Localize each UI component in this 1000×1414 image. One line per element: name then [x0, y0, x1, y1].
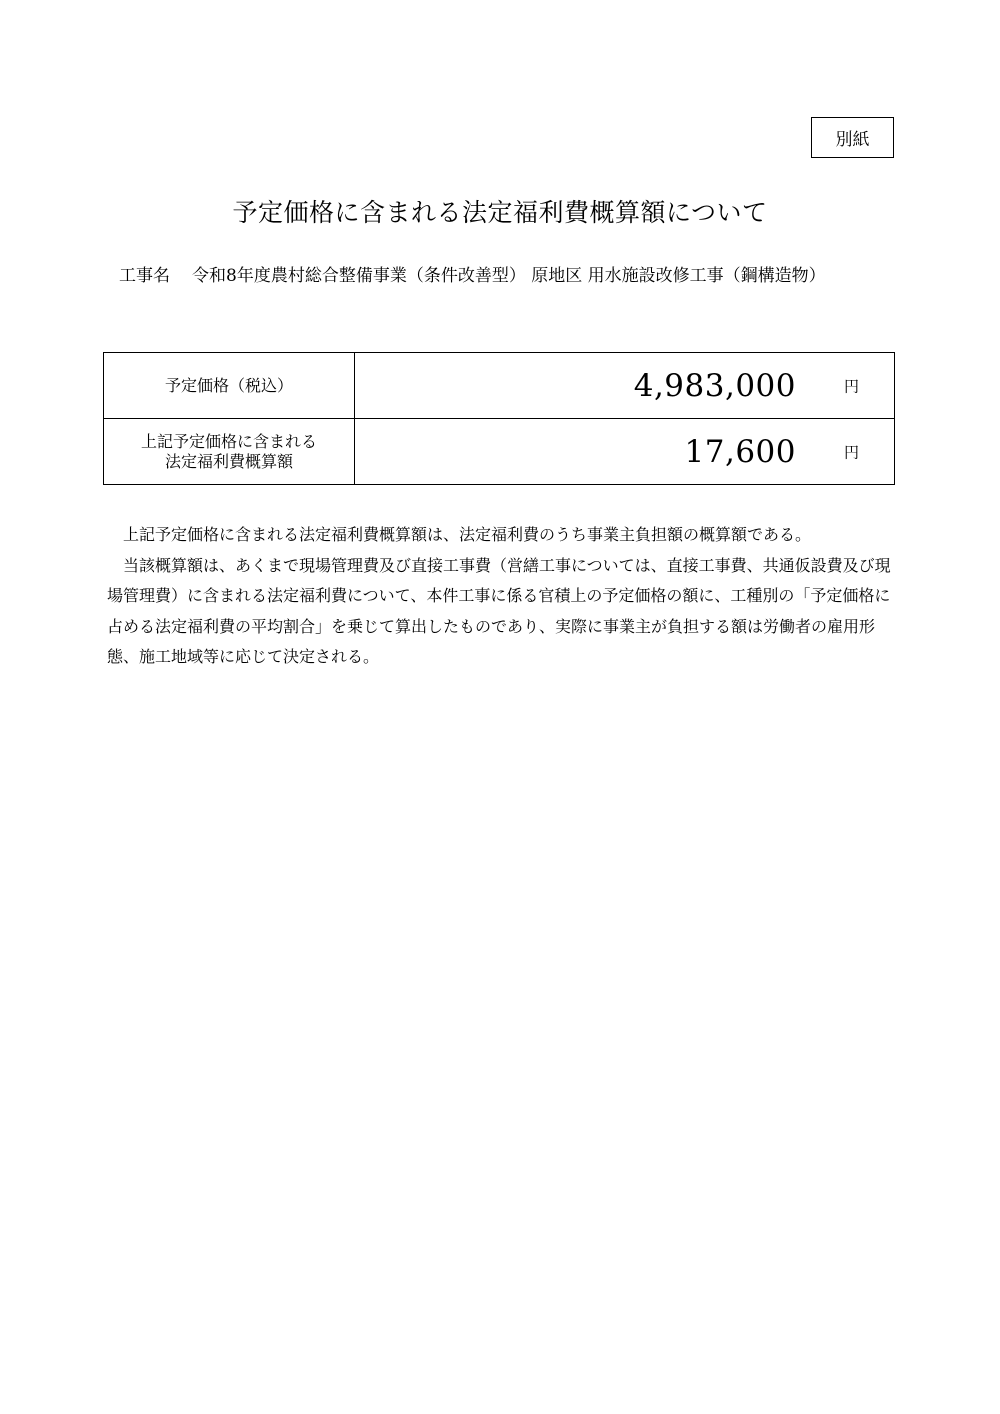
table-row-welfare-cost: [104, 419, 895, 485]
project-name: 令和8年度農村総合整備事業（条件改善型） 原地区 用水施設改修工事（鋼構造物）: [192, 266, 826, 286]
estimated-price-label: 予定価格（税込）: [104, 353, 355, 419]
note-paragraph-1: 上記予定価格に含まれる法定福利費概算額は、法定福利費のうち事業主負担額の概算額である。: [123, 525, 812, 544]
welfare-cost-cell: [355, 419, 895, 485]
estimated-price-unit: 円: [843, 377, 859, 395]
estimated-price-cell: [355, 353, 895, 419]
notes: [107, 520, 892, 673]
welfare-cost-amount: 17,600: [684, 433, 796, 470]
table-row-estimated-price: [104, 353, 895, 419]
welfare-cost-unit: 円: [843, 443, 859, 461]
project-label: 工事名: [119, 266, 170, 286]
welfare-cost-label: [104, 419, 355, 485]
attachment-label: [811, 117, 894, 158]
note-paragraph-2: 当該概算額は、あくまで現場管理費及び直接工事費（営繕工事については、直接工事費、共通仮設費及び現場管理費）に含まれる法定福利費について、本件工事に係る官積上の予定価格の額に、工種別の「予定価格に占める法定福利費の平均割合」を乗じて算出したものであり、実際に事業主が負担する額は労働者の雇用形態、施工地域等に応じて決定される。: [107, 555, 891, 666]
welfare-cost-label-line1: 上記予定価格に含まれる: [140, 431, 317, 451]
price-table: [103, 352, 895, 485]
welfare-cost-label-line2: 法定福利費概算額: [164, 451, 293, 471]
page-title: 予定価格に含まれる法定福利費概算額について: [232, 198, 768, 227]
project-line: [119, 261, 826, 286]
estimated-price-amount: 4,983,000: [633, 367, 796, 404]
attachment-label-text: 別紙: [835, 130, 870, 150]
